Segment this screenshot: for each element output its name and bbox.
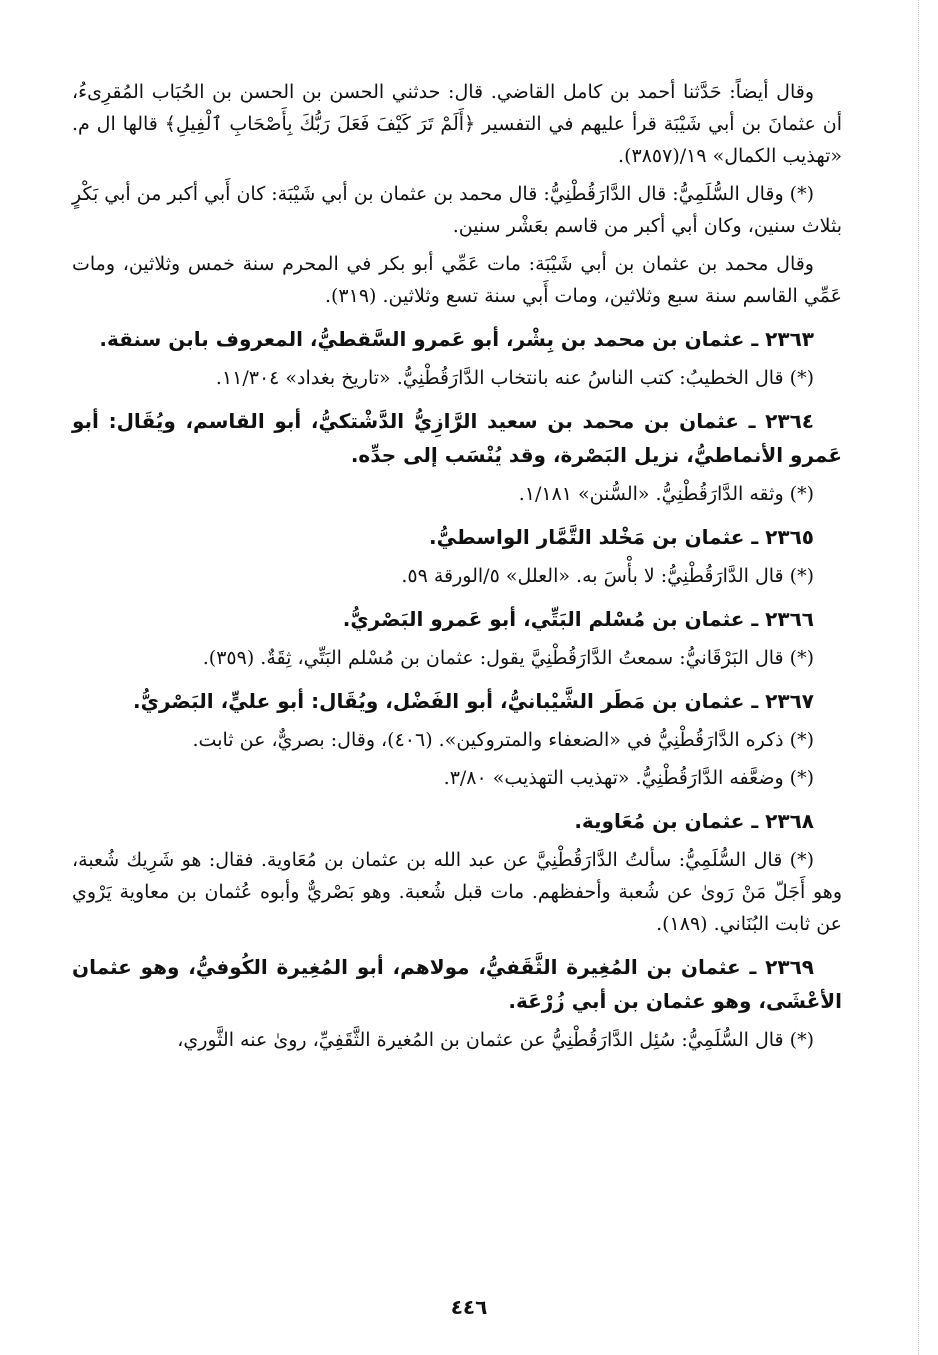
paragraph-tahdhib-quote: وقال أيضاً: حَدَّثنا أحمد بن كامل القاضي. قال: حدثني الحسن بن الحسن بن الحُبَاب المُقرِىءُ، أن عثمانَ بن أبي شَيْبَة قرأ عليهم في التفسير ﴿أَلَمْ تَرَ كَيْفَ فَعَلَ رَبُّكَ بِأَصْحَابِ ٱلْفِيلِ﴾ قالها ال م. «تهذيب الكمال» ١٩/(٣٨٥٧). — [72, 81, 842, 167]
paragraph-khatib: (*) قال الخطيبُ: كتب الناسُ عنه بانتخاب الدَّارَقُطْنِيُّ. «تاريخ بغداد» ١١/٣٠٤. — [215, 367, 814, 389]
entry-heading-2369: ٢٣٦٩ ـ عثمان بن المُغِيرة الثَّقَفيُّ، مولاهم، أبو المُغِيرة الكُوفيُّ، وهو عثمان الأعْشَى، وهو عثمان بن أبي زُرْعَة. — [72, 955, 842, 1013]
entry-heading-2365: ٢٣٦٥ ـ عثمان بن مَخْلد التَّمَّار الواسطيُّ. — [429, 525, 814, 549]
paragraph-death-dates: وقال محمد بن عثمان بن أبي شَيْبَة: مات عَمِّي أبو بكر في المحرم سنة خمس وثلاثين، ومات عَمِّي القاسم سنة سبع وثلاثين، ومات أَبي سنة تسع وثلاثين. (٣١٩). — [72, 253, 842, 307]
paragraph-duafa: (*) ذكره الدَّارَقُطْنِيُّ في «الضعفاء والمتروكين». (٤٠٦)، وقال: بصريٌّ، عن ثابت. — [192, 729, 814, 751]
entry-heading-2367: ٢٣٦٧ ـ عثمان بن مَطَر الشَّيْبانيُّ، أبو الفَضْل، ويُقَال: أبو عليٍّ، البَصْريُّ. — [133, 689, 814, 713]
entry-heading-2368: ٢٣٦٨ ـ عثمان بن مُعَاوية. — [574, 809, 814, 833]
paragraph-sunan: (*) وثقه الدَّارَقُطْنِيُّ. «السُّنن» ١/١٨١. — [518, 483, 814, 505]
paragraph-sulami-2: (*) قال السُّلَمِيُّ: سألتُ الدَّارَقُطْنِيَّ عن عبد الله بن عثمان بن مُعَاوية. فقال: هو شَرِيك شُعبة، وهو أَجَلّ مَنْ رَوىٰ عن شُعبة وأحفظهم. مات قبل شُعبة. وهو بَصْريٌّ وأبوه عُثمان بن معاوية يَرْوي عن ثابت البُنَاني. (١٨٩). — [72, 849, 842, 935]
page-edge-line — [918, 0, 919, 1355]
entry-heading-2364: ٢٣٦٤ ـ عثمان بن محمد بن سعيد الرَّازِيُّ الدَّشْتكيُّ، أبو القاسم، ويُقَال: أبو عَمرو الأنماطيُّ، نزيل البَصْرة، وقد يُنْسَب إلى جدِّه. — [72, 409, 842, 467]
paragraph-tahdhib-tahdhib: (*) وضعَّفه الدَّارَقُطْنِيُّ. «تهذيب التهذيب» ٣/٨٠. — [443, 767, 814, 789]
paragraph-barqani: (*) قال البَرْقَانيُّ: سمعتُ الدَّارَقُطْنِيَّ يقول: عثمان بن مُسْلم البَتِّي، ثِقَةٌ. (٣٥٩). — [202, 647, 814, 669]
paragraph-sulami-3: (*) قال السُّلَمِيُّ: سُئِل الدَّارَقُطْنِيُّ عن عثمان بن المُغيرة الثَّقَفِيِّ، روىٰ عنه الثَّوري، — [177, 1029, 814, 1051]
paragraph-sulami-1: (*) وقال السُّلَمِيُّ: قال الدَّارَقُطْنِيُّ: قال محمد بن عثمان بن أبي شَيْبَة: كان أَبي أكبر من أبي بَكْرٍ بثلاث سنين، وكان أبي أكبر من قاسم بعَشْر سنين. — [72, 183, 842, 237]
paragraph-ilal: (*) قال الدَّارَقُطْنِيُّ: لا بأْسَ به. «العلل» ٥/الورقة ٥٩. — [401, 565, 814, 587]
entry-heading-2363: ٢٣٦٣ ـ عثمان بن محمد بن بِشْر، أبو عَمرو السَّقطيُّ، المعروف بابن سنقة. — [99, 327, 814, 351]
page-text-block — [72, 76, 842, 1062]
page-number: ٤٤٦ — [450, 1295, 488, 1319]
entry-heading-2366: ٢٣٦٦ ـ عثمان بن مُسْلم البَتِّي، أبو عَمرو البَصْريُّ. — [342, 607, 814, 631]
